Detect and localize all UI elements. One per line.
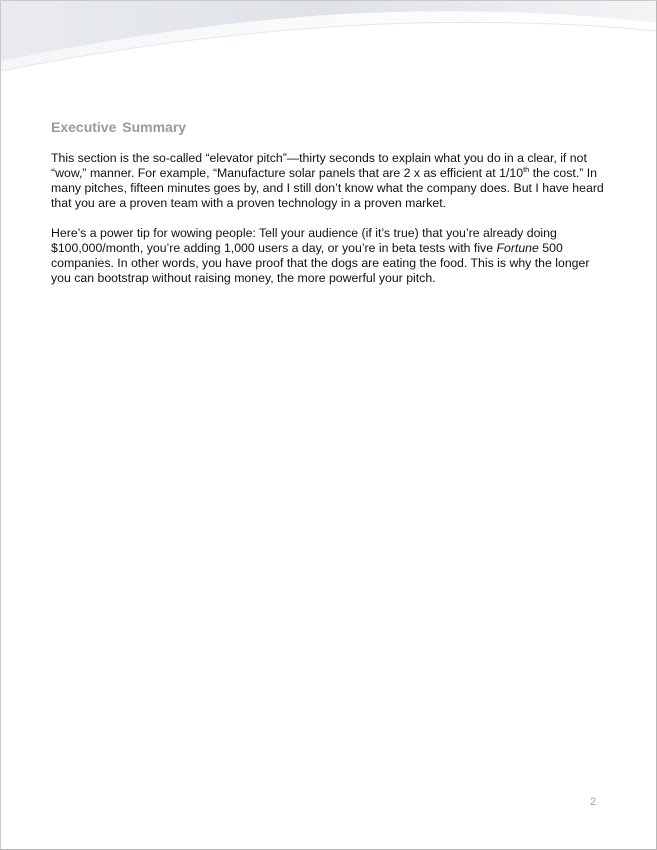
paragraph-2-text-a: Here’s a power tip for wowing people: Tell your audience (if it’s true) that you’re already doing $100,000/month, you’re adding 1,000 users a day, or you’re in beta tests with five [51,226,557,255]
paragraph-1-text-b: the cost.” In many pitches, fifteen minutes goes by, and I still don’t know what the company does. But I have heard that you are a proven team with a proven technology in a proven market. [51,166,604,210]
section-heading: Executive Summary [51,119,187,135]
paragraph-power-tip [51,226,611,286]
paragraph-2-text-b: 500 companies. In other words, you have proof that the dogs are eating the food. This is why the longer you can bootstrap without raising money, the more powerful your pitch. [51,241,590,285]
page-number: 2 [590,796,597,808]
header-swoosh-graphic [1,1,656,91]
fortune-italic: Fortune [496,241,539,255]
superscript-th: th [523,165,530,174]
paragraph-elevator-pitch [51,151,611,211]
paragraph-1-text-a: This section is the so-called “elevator pitch”—thirty seconds to explain what you do in a clear, if not “wow,” manner. For example, “Manufacture solar panels that are 2 x as efficient at 1/10 [51,151,587,180]
document-body [51,119,611,301]
